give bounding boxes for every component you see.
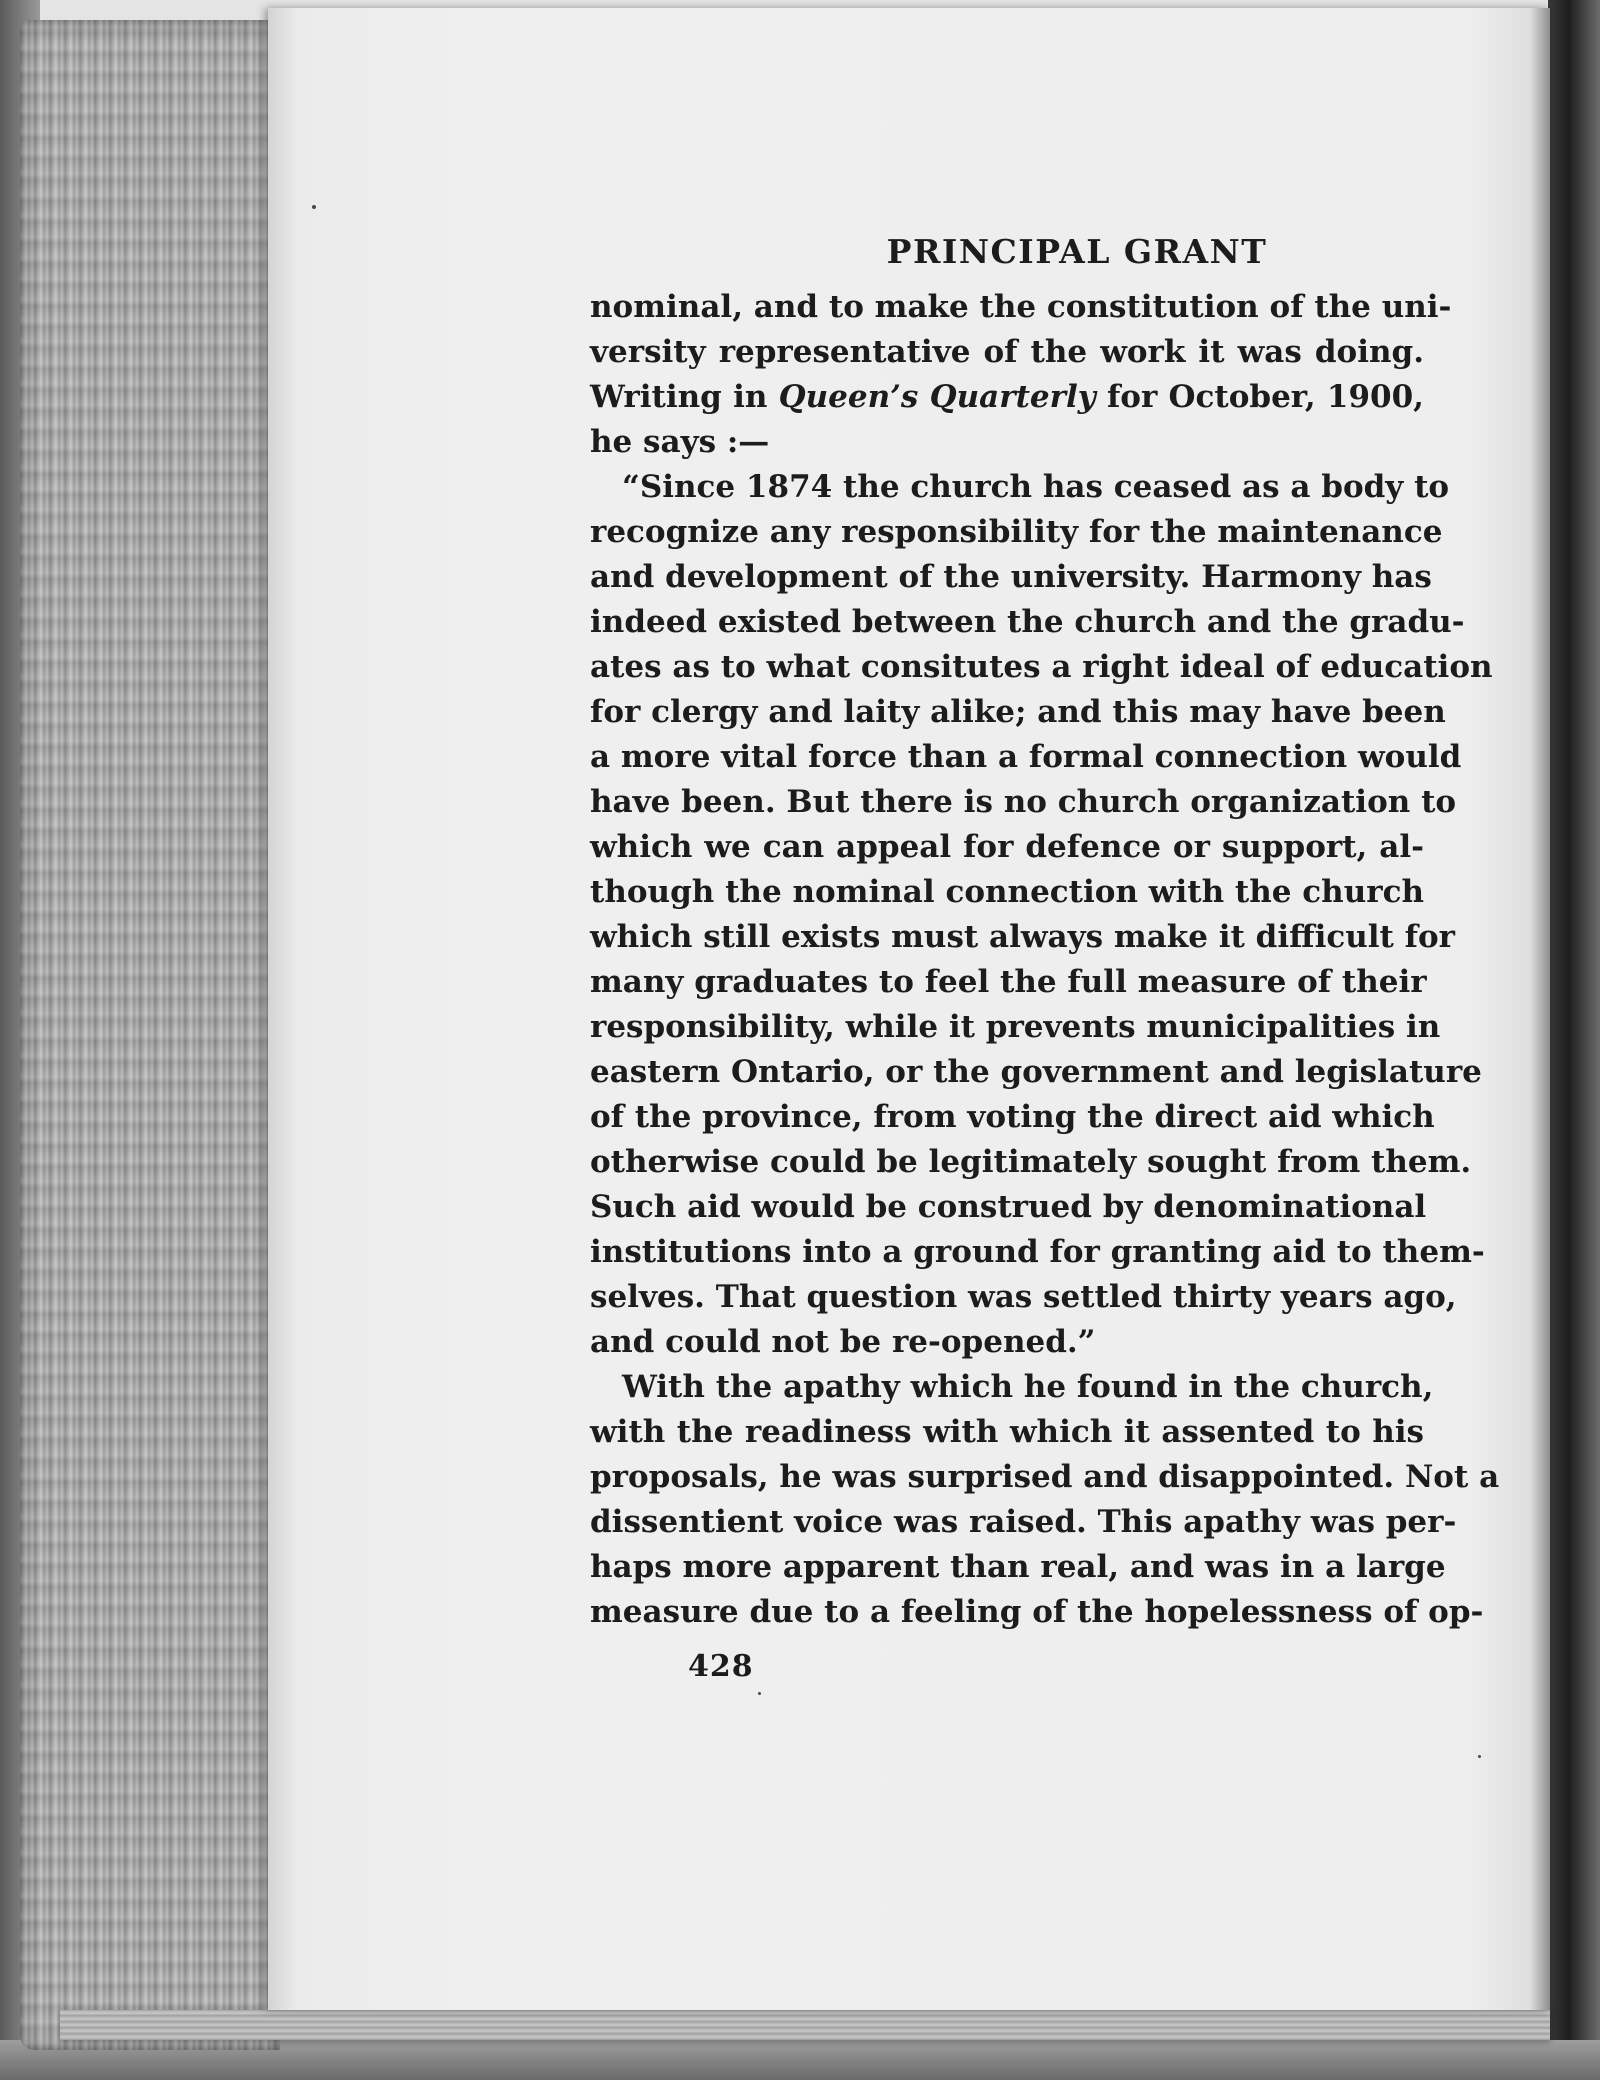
dust-speck (758, 1692, 761, 1695)
page-number: 428 (688, 1649, 754, 1684)
quote-line: of the province, from voting the direct aid which (590, 1099, 1435, 1135)
quote-line: recognize any responsibility for the maintenance (590, 514, 1443, 550)
quote-line: “Since 1874 the church has ceased as a body to (622, 469, 1450, 505)
quote-line: responsibility, while it prevents municipalities in (590, 1009, 1441, 1045)
quote-line: many graduates to feel the full measure of their (590, 964, 1427, 1000)
quote-line: eastern Ontario, or the government and legislature (590, 1054, 1482, 1090)
quote-line: though the nominal connection with the church (590, 874, 1424, 910)
quote-line: have been. But there is no church organization to (590, 784, 1457, 820)
page-block-edges (20, 20, 280, 2050)
text-line-with-title (590, 375, 1424, 420)
text-line: haps more apparent than real, and was in a large (590, 1549, 1446, 1585)
quote-line: and could not be re-opened.” (590, 1324, 1096, 1360)
text-line: proposals, he was surprised and disappointed. Not a (590, 1459, 1500, 1495)
quote-line: ates as to what consitutes a right ideal of education (590, 649, 1493, 685)
quote-line: Such aid would be construed by denominational (590, 1189, 1427, 1225)
dust-speck (1478, 1755, 1481, 1758)
running-head: PRINCIPAL GRANT (886, 232, 1268, 271)
quote-line: a more vital force than a formal connection would (590, 739, 1462, 775)
page-text (590, 232, 1500, 1684)
quote-line: which still exists must always make it difficult for (590, 919, 1455, 955)
text-line: measure due to a feeling of the hopelessness of op- (590, 1594, 1484, 1630)
text-line: with the readiness with which it assented to his (590, 1414, 1424, 1450)
text-line-tail: for October, 1900, (1095, 379, 1424, 415)
gutter-shadow (1530, 8, 1550, 2010)
text-line: nominal, and to make the constitution of the uni- (590, 289, 1452, 325)
journal-title: Queen’s Quarterly (778, 379, 1096, 415)
quote-line: selves. That question was settled thirty years ago, (590, 1279, 1457, 1315)
quote-line: institutions into a ground for granting aid to them- (590, 1234, 1485, 1270)
quote-line: indeed existed between the church and the gradu- (590, 604, 1465, 640)
quote-line: for clergy and laity alike; and this may have been (590, 694, 1446, 730)
quote-line: otherwise could be legitimately sought from them. (590, 1144, 1472, 1180)
background-right (1548, 0, 1600, 2080)
quote-line: which we can appeal for defence or support, al- (590, 829, 1424, 865)
text-line: he says :— (590, 424, 770, 460)
quote-line: and development of the university. Harmony has (590, 559, 1432, 595)
text-line-lead: Writing in (590, 379, 779, 415)
page-block-bottom-edges (60, 2010, 1550, 2040)
text-line: With the apathy which he found in the church, (622, 1369, 1434, 1405)
text-line: dissentient voice was raised. This apathy was per- (590, 1504, 1457, 1540)
text-line: versity representative of the work it was doing. (590, 334, 1424, 370)
dust-speck (312, 205, 316, 209)
